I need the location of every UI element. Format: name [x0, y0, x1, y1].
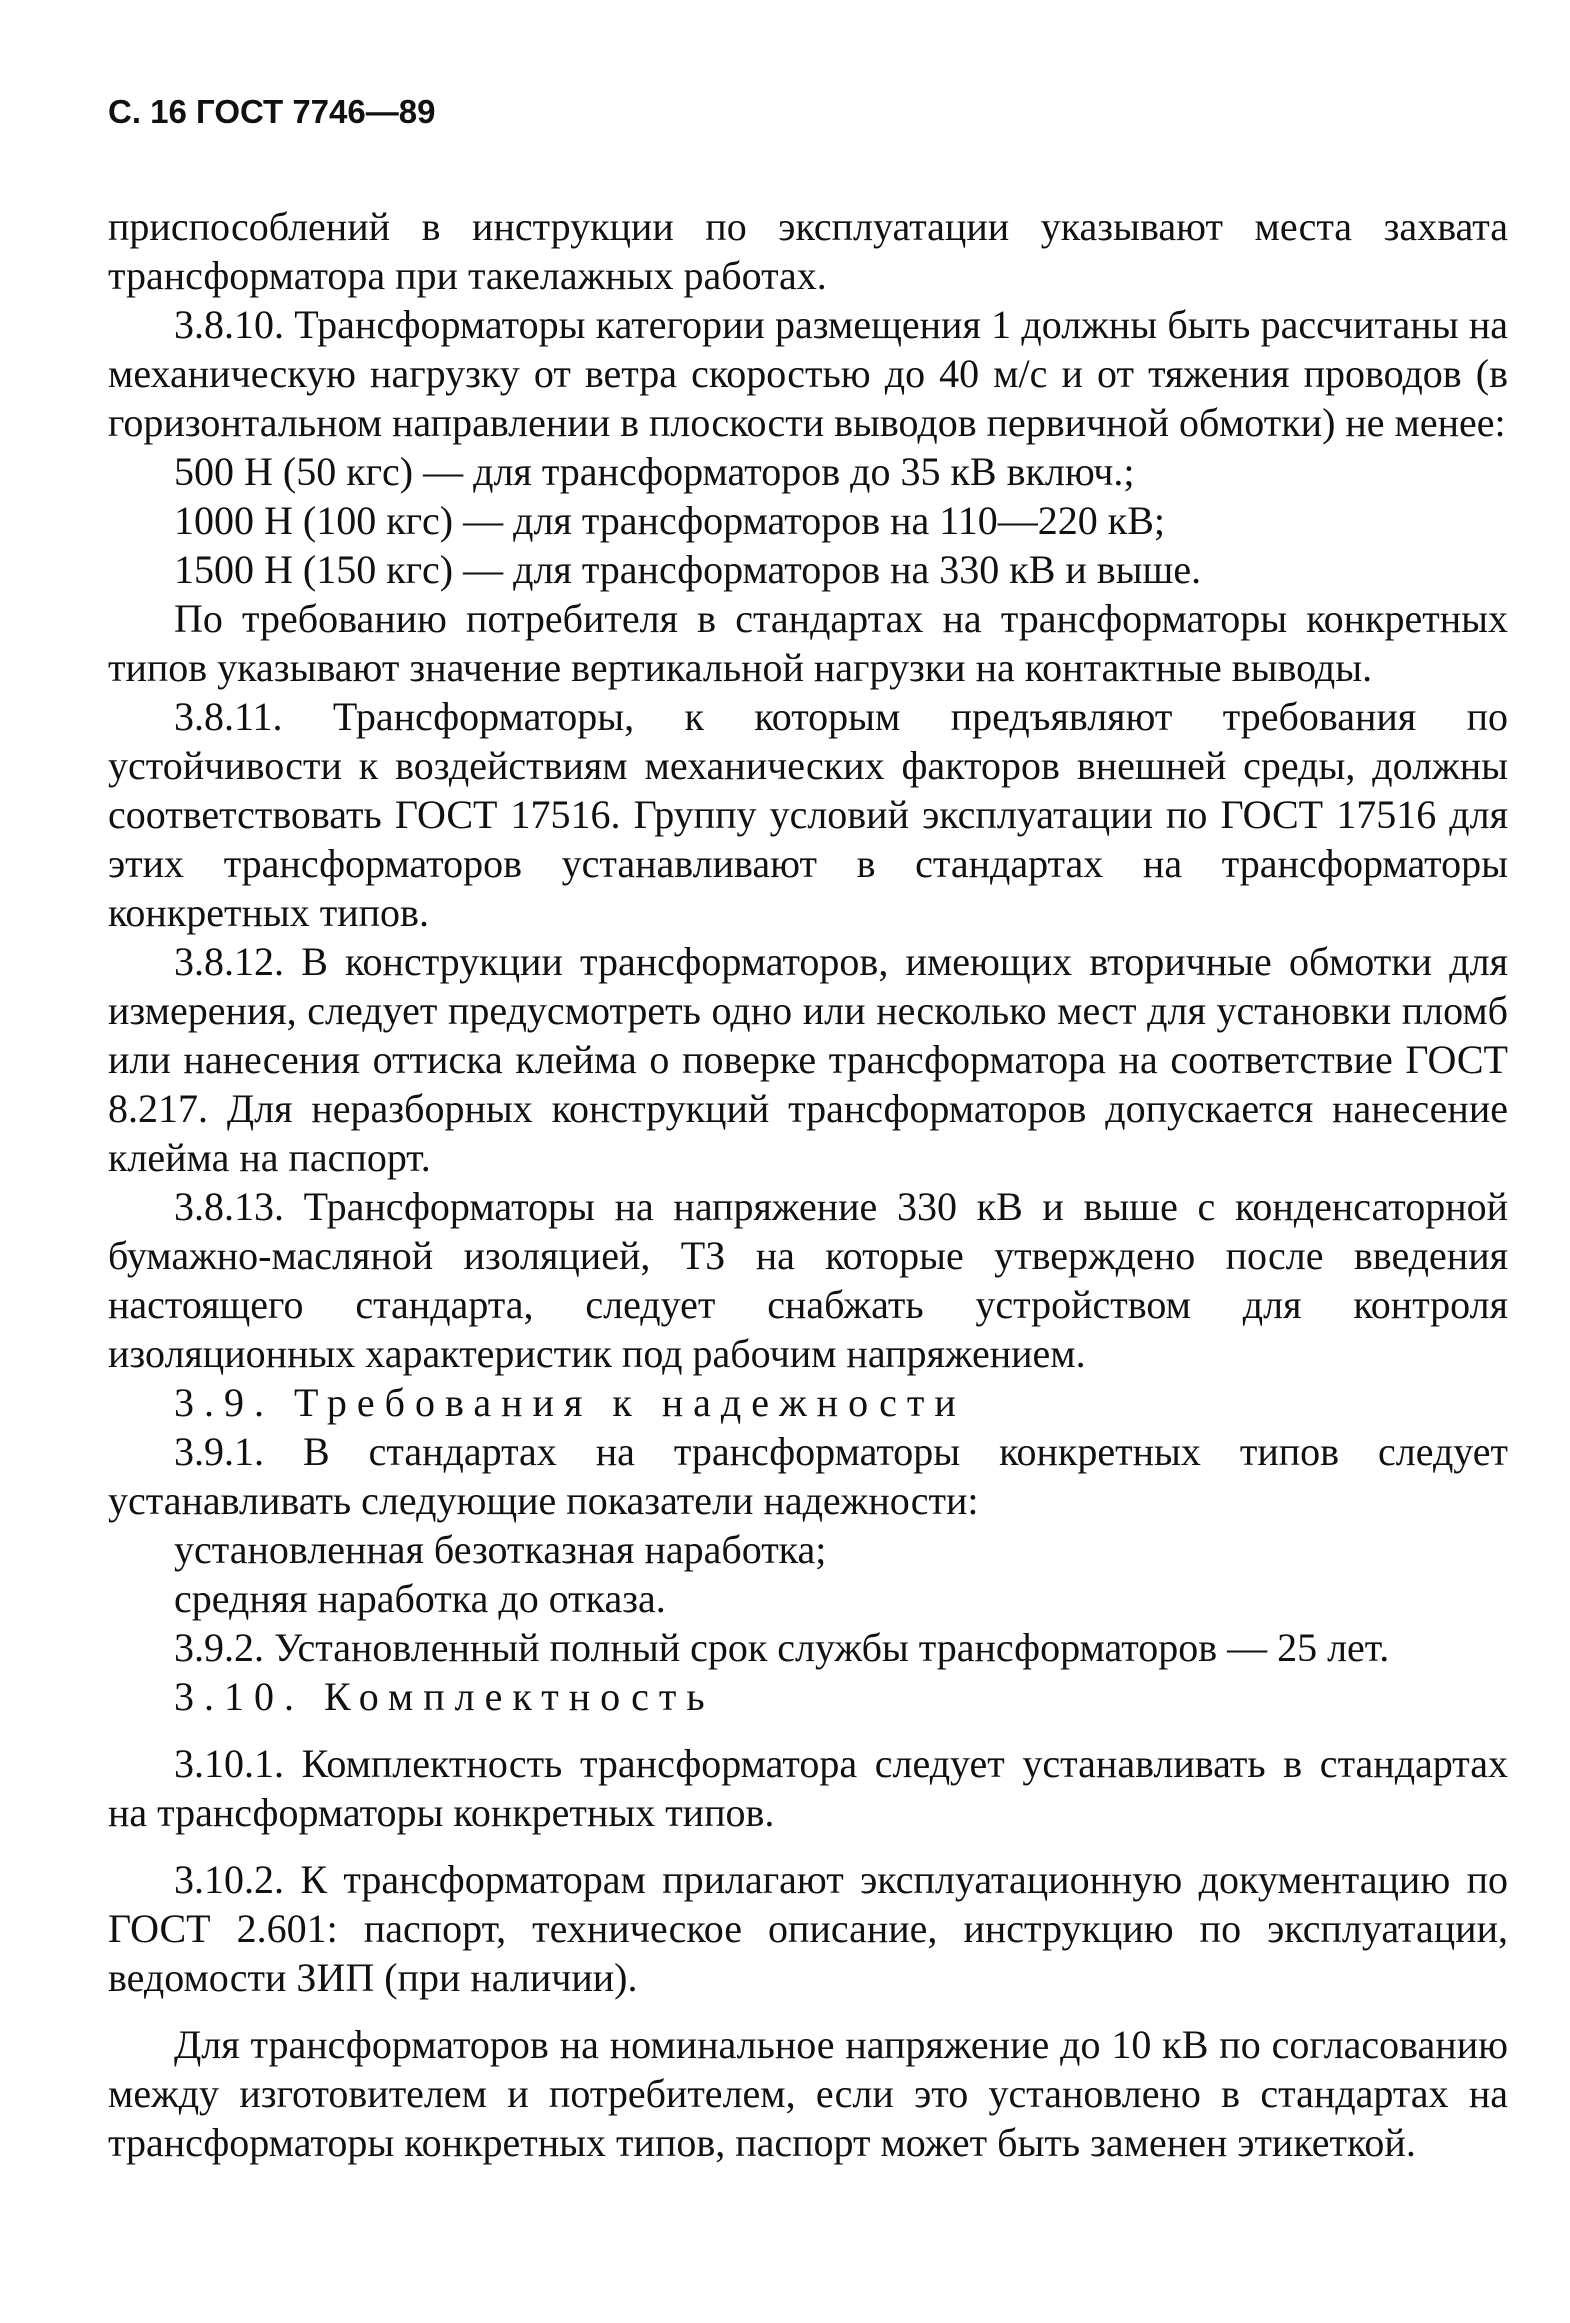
paragraph-3-10-2: 3.10.2. К трансформаторам прилагают эксплуатационную документацию по ГОСТ 2.601: паспорт, техническое описание, инструкцию по эксплуатации, ведомости ЗИП (при наличии).	[108, 1857, 1508, 2000]
paragraph-3-8-12: 3.8.12. В конструкции трансформаторов, имеющих вторичные обмотки для измерения, следует предусмотреть одно или несколько мест для установки пломб или нанесения оттиска клейма о поверке трансформатора на соответствие ГОСТ 8.217. Для неразборных конструкций трансформаторов допускается нанесение клейма на паспорт.	[108, 939, 1508, 1180]
paragraph-3-8-10: 3.8.10. Трансформаторы категории размещения 1 должны быть рассчитаны на механическую нагрузку от ветра скоростью до 40 м/с и от тяжения проводов (в горизонтальном направлении в плоскости выводов первичной обмотки) не менее:	[108, 302, 1508, 445]
section-heading-3-10: 3.10. Комплектность	[174, 1674, 715, 1719]
paragraph-3-8-11: 3.8.11. Трансформаторы, к которым предъявляют требования по устойчивости к воздействиям механических факторов внешней среды, должны соответствовать ГОСТ 17516. Группу условий эксплуатации по ГОСТ 17516 для этих трансформаторов устанавливают в стандартах на трансформаторы конкретных типов.	[108, 694, 1508, 935]
paragraph-continuation: приспособлений в инструкции по эксплуатации указывают места захвата трансформатора при такелажных работах.	[108, 204, 1508, 298]
paragraph-3-10-1: 3.10.1. Комплектность трансформатора следует устанавливать в стандартах на трансформаторы конкретных типов.	[108, 1741, 1508, 1835]
paragraph-3-9-2: 3.9.2. Установленный полный срок службы трансформаторов — 25 лет.	[174, 1625, 1390, 1670]
paragraph-consumer-request: По требованию потребителя в стандартах на трансформаторы конкретных типов указывают значение вертикальной нагрузки на контактные выводы.	[108, 596, 1508, 690]
paragraph-label-replacement: Для трансформаторов на номинальное напряжение до 10 кВ по согласованию между изготовителем и потребителем, если это установлено в стандартах на трансформаторы конкретных типов, паспорт может быть заменен этикеткой.	[108, 2022, 1508, 2165]
paragraph-3-9-1: 3.9.1. В стандартах на трансформаторы конкретных типов следует устанавливать следующие показатели надежности:	[108, 1429, 1508, 1523]
paragraph-3-8-13: 3.8.13. Трансформаторы на напряжение 330 кВ и выше с конденсаторной бумажно-масляной изоляцией, ТЗ на которые утверждено после введения настоящего стандарта, следует снабжать устройством для контроля изоляционных характеристик под рабочим напряжением.	[108, 1184, 1508, 1376]
load-list	[108, 447, 1508, 594]
reliability-list-item: средняя наработка до отказа.	[174, 1576, 666, 1621]
reliability-list	[108, 1525, 1508, 1623]
load-list-item: 1000 Н (100 кгс) — для трансформаторов на 110—220 кВ;	[174, 498, 1166, 543]
reliability-list-item: установленная безотказная наработка;	[174, 1527, 827, 1572]
load-list-item: 1500 Н (150 кгс) — для трансформаторов на 330 кВ и выше.	[174, 547, 1202, 592]
document-page	[108, 92, 1508, 2167]
load-list-item: 500 Н (50 кгс) — для трансформаторов до 35 кВ включ.;	[174, 449, 1135, 494]
page-header: С. 16 ГОСТ 7746—89	[108, 93, 436, 130]
section-heading-3-9: 3.9. Требования к надежности	[174, 1380, 966, 1425]
